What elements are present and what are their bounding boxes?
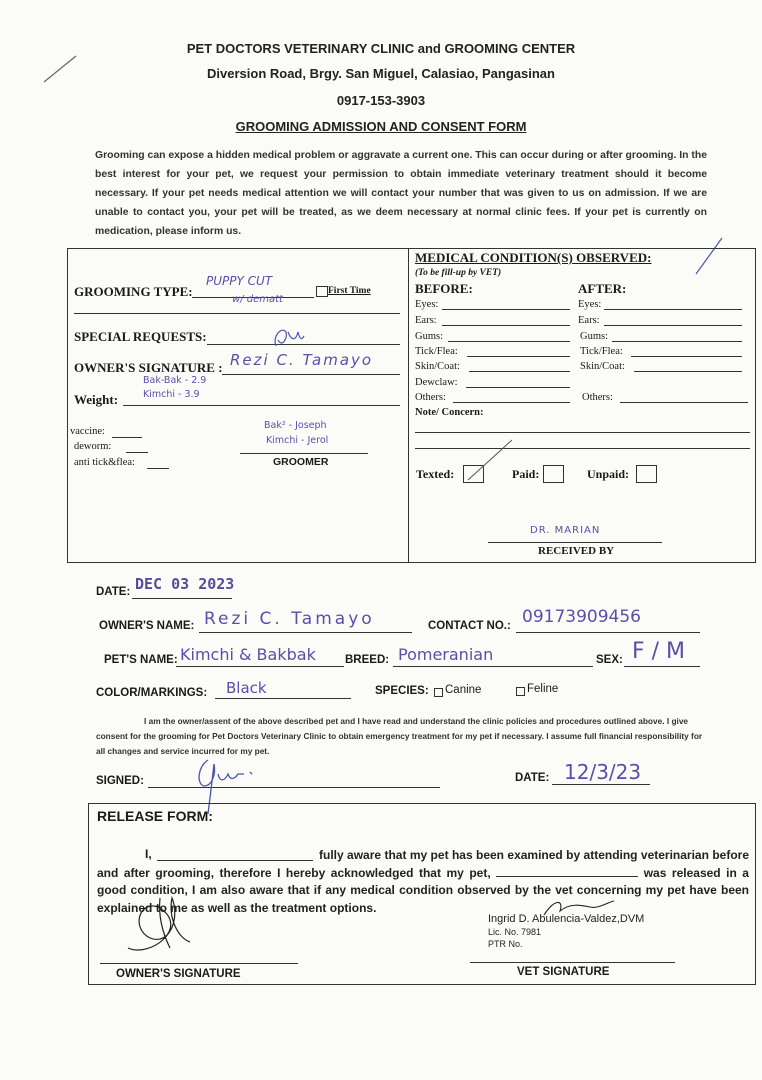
after-skin: Skin/Coat: bbox=[580, 361, 625, 372]
before-skin-line bbox=[469, 371, 570, 372]
contact-label: CONTACT NO.: bbox=[428, 620, 511, 632]
date-stamp[interactable]: DEC 03 2023 bbox=[135, 575, 235, 593]
owner-signature-line bbox=[222, 374, 400, 375]
feline-checkbox[interactable] bbox=[516, 687, 525, 696]
after-ears: Ears: bbox=[578, 315, 600, 326]
owner-signature-label: OWNER'S SIGNATURE : bbox=[74, 360, 223, 375]
feline-label: Feline bbox=[527, 683, 559, 695]
first-time-checkbox[interactable] bbox=[316, 286, 328, 297]
texted-label: Texted: bbox=[416, 467, 455, 481]
after-skin-line bbox=[634, 371, 742, 372]
sex-label: SEX: bbox=[596, 654, 623, 666]
vet-name: Ingrid D. Abulencia-Valdez,DVM bbox=[488, 913, 645, 925]
groomer-value-1[interactable]: Bak² - Joseph bbox=[264, 420, 327, 431]
after-others-line bbox=[620, 402, 748, 403]
received-by-label: RECEIVED BY bbox=[538, 545, 615, 557]
weight-line bbox=[123, 405, 400, 406]
note-label: Note/ Concern: bbox=[415, 407, 484, 418]
medical-subtitle: (To be fill-up by VET) bbox=[415, 268, 502, 278]
vet-license: Lic. No. 7981 bbox=[488, 927, 542, 937]
after-tick: Tick/Flea: bbox=[580, 346, 623, 357]
unpaid-checkbox[interactable] bbox=[636, 465, 657, 483]
owner-name-value[interactable]: Rezi C. Tamayo bbox=[204, 609, 375, 629]
owner-sig-label: OWNER'S SIGNATURE bbox=[116, 968, 241, 980]
clinic-address: Diversion Road, Brgy. San Miguel, Calasiao, Pangasinan bbox=[207, 66, 555, 81]
before-tick: Tick/Flea: bbox=[415, 346, 458, 357]
groomer-line bbox=[240, 453, 368, 454]
after-eyes: Eyes: bbox=[578, 299, 602, 310]
after-gums: Gums: bbox=[580, 331, 609, 342]
vet-sig-line bbox=[470, 962, 675, 963]
texted-check-mark bbox=[462, 436, 518, 486]
contact-value[interactable]: 09173909456 bbox=[522, 607, 641, 627]
breed-label: BREED: bbox=[345, 654, 390, 666]
after-tick-line bbox=[631, 356, 742, 357]
clinic-name: PET DOCTORS VETERINARY CLINIC and GROOMING CENTER bbox=[186, 41, 576, 56]
weight-value-2[interactable]: Kimchi - 3.9 bbox=[143, 389, 200, 400]
signed-date-label: DATE: bbox=[515, 772, 550, 784]
before-label: BEFORE: bbox=[415, 281, 473, 296]
unpaid-label: Unpaid: bbox=[587, 467, 630, 481]
consent-text: I am the owner/assent of the above described pet and I have read and understand the clinic policies and procedures outlined above. I give consent for the grooming for Pet Doctors Veterinary Clinic to obtain emergency treatment for my pet if necessary. I assume full financial responsibility for all changes and service incurred for my pet. bbox=[96, 716, 703, 756]
box-divider bbox=[408, 248, 409, 562]
form-title: GROOMING ADMISSION AND CONSENT FORM bbox=[235, 119, 527, 134]
received-by-value[interactable]: DR. MARIAN bbox=[530, 525, 601, 536]
after-others: Others: bbox=[582, 392, 613, 403]
owner-release-signature bbox=[120, 888, 220, 968]
signed-label: SIGNED: bbox=[96, 775, 144, 787]
color-label: COLOR/MARKINGS: bbox=[96, 687, 208, 699]
vet-ptr: PTR No. bbox=[488, 939, 523, 949]
breed-line bbox=[393, 666, 593, 667]
intro-paragraph: Grooming can expose a hidden medical problem or aggravate a current one. This can occur during or after grooming. In the best interest for your pet, we request your permission to obtain immediate veterinary treatment should it become necessary. If your pet needs medical attention we will contact your number that was given to us on admission. If we are unable to contact you, your pet will be treated, as we deem necessary at normal clinic fees. If your pet is currently on medication, please inform us. bbox=[95, 150, 707, 237]
initials-mark bbox=[268, 318, 308, 354]
medical-title: MEDICAL CONDITION(S) OBSERVED: bbox=[415, 250, 652, 265]
pet-name-label: PET'S NAME: bbox=[104, 654, 178, 666]
after-label: AFTER: bbox=[578, 281, 627, 296]
release-title: RELEASE FORM: bbox=[97, 808, 213, 824]
owner-name-line bbox=[199, 632, 412, 633]
pet-name-line bbox=[176, 666, 344, 667]
before-others-line bbox=[453, 402, 570, 403]
antitick-label: anti tick&flea: bbox=[74, 457, 135, 468]
color-line bbox=[215, 698, 351, 699]
owner-sig-line bbox=[100, 963, 298, 964]
species-label: SPECIES: bbox=[375, 685, 429, 697]
owner-signature-value[interactable]: Rezi C. Tamayo bbox=[230, 351, 374, 369]
before-skin: Skin/Coat: bbox=[415, 361, 460, 372]
after-gums-line bbox=[612, 341, 742, 342]
dewclaw-line bbox=[466, 387, 570, 388]
before-eyes: Eyes: bbox=[415, 299, 439, 310]
groomer-value-2[interactable]: Kimchi - Jerol bbox=[266, 435, 329, 446]
paid-checkbox[interactable] bbox=[543, 465, 564, 483]
before-ears-line bbox=[442, 325, 570, 326]
signed-date-value[interactable]: 12/3/23 bbox=[564, 760, 642, 784]
before-tick-line bbox=[467, 356, 570, 357]
pen-mark bbox=[40, 50, 80, 90]
before-eyes-line bbox=[442, 309, 570, 310]
sex-line bbox=[624, 666, 700, 667]
first-time-label: First Time bbox=[328, 286, 371, 296]
signed-date-line bbox=[552, 784, 650, 785]
deworm-label: deworm: bbox=[74, 441, 112, 452]
note-line-1 bbox=[415, 432, 750, 433]
release-pet-line bbox=[496, 866, 638, 877]
owner-name-label: OWNER'S NAME: bbox=[99, 620, 195, 632]
after-eyes-line bbox=[604, 309, 742, 310]
special-requests-label: SPECIAL REQUESTS: bbox=[74, 329, 207, 344]
vet-sig-label: VET SIGNATURE bbox=[517, 966, 610, 978]
release-text-c: was released in a good condition, I am also aware that if any medical condition observed by the vet concerning my pet have been explained to me as well as the treatment options. bbox=[97, 865, 749, 915]
after-ears-line bbox=[604, 325, 742, 326]
sex-value[interactable]: F / M bbox=[632, 639, 686, 664]
pet-name-value[interactable]: Kimchi & Bakbak bbox=[180, 645, 316, 664]
before-gums: Gums: bbox=[415, 331, 444, 342]
breed-value[interactable]: Pomeranian bbox=[398, 645, 494, 664]
date-label: DATE: bbox=[96, 586, 131, 598]
grooming-type-value[interactable]: PUPPY CUT bbox=[206, 274, 273, 288]
grooming-type-value-2[interactable]: w/ dematt bbox=[232, 294, 283, 305]
paid-label: Paid: bbox=[512, 467, 540, 481]
antitick-line bbox=[147, 468, 169, 469]
release-i: I, bbox=[145, 847, 152, 861]
date-line bbox=[132, 598, 232, 599]
clinic-phone: 0917-153-3903 bbox=[336, 93, 426, 108]
before-ears: Ears: bbox=[415, 315, 437, 326]
before-others: Others: bbox=[415, 392, 446, 403]
received-by-line bbox=[488, 542, 662, 543]
before-gums-line bbox=[448, 341, 570, 342]
canine-label: Canine bbox=[445, 684, 482, 696]
vaccine-line bbox=[112, 437, 142, 438]
color-value[interactable]: Black bbox=[226, 679, 267, 697]
deworm-line bbox=[126, 452, 148, 453]
groomer-label: GROOMER bbox=[273, 456, 329, 468]
left-divider-1 bbox=[74, 313, 400, 314]
canine-checkbox[interactable] bbox=[434, 688, 443, 697]
contact-line bbox=[516, 632, 700, 633]
before-dewclaw: Dewclaw: bbox=[415, 377, 458, 388]
weight-value-1[interactable]: Bak-Bak - 2.9 bbox=[143, 375, 207, 386]
release-text-b: fully aware that my pet has been examined by attending veterinarian before and after grooming, therefore I hereby acknowledged that my pet, bbox=[97, 848, 749, 880]
weight-label: Weight: bbox=[74, 392, 119, 407]
vaccine-label: vaccine: bbox=[70, 426, 105, 437]
grooming-type-label: GROOMING TYPE: bbox=[74, 284, 193, 299]
